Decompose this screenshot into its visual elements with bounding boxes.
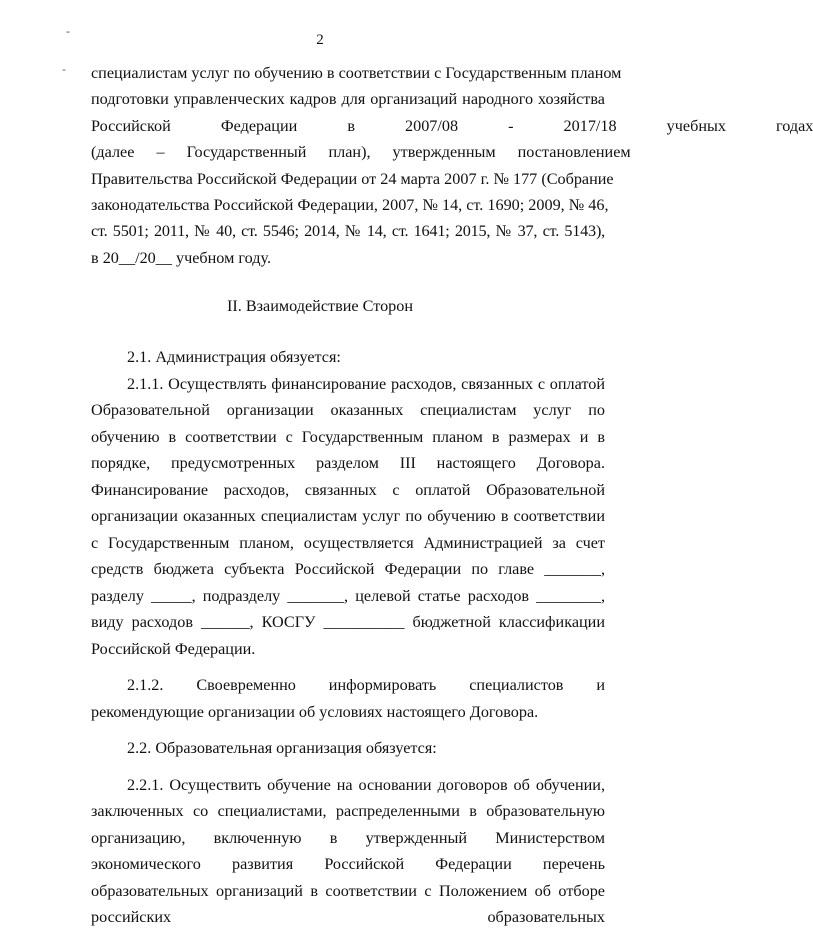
text-line: (далее – Государственный план), утвержденным постановлением bbox=[91, 143, 631, 162]
clause-2-2: 2.2. Образовательная организация обязуется: bbox=[127, 739, 437, 757]
section-heading: II. Взаимодействие Сторон bbox=[226, 297, 414, 315]
text-line: специалистам услуг по обучению в соответствии с Государственным планом bbox=[91, 64, 622, 82]
clause-2-1-2: 2.1.2. Своевременно информировать специалистов и рекомендующие организации об условиях настоящего Договора. bbox=[91, 676, 605, 721]
text-line: подготовки управленческих кадров для организаций народного хозяйства bbox=[91, 90, 605, 109]
margin-mark-side: - bbox=[62, 62, 66, 76]
clause-2-1-1: 2.1.1. Осуществлять финансирование расходов, связанных с оплатой Образовательной организации оказанных специалистам услуг по обучению в соответствии с Государственным планом в размерах и в порядке, предусмотренных разделом III настоящего Договора. Финансирование расходов, связанных с оплатой Образовательной организации оказанных специалистам услуг по обучению в соответствии с Государственным планом, осуществляется Администрацией за счет средств бюджета субъекта Российской Федерации по главе _______, разделу _____, подразделу _______, целевой статье расходов ________, виду расходов ______, КОСГУ __________ бюджетной классификации Российской Федерации. bbox=[91, 374, 605, 658]
text-line: ст. 5501; 2011, № 40, ст. 5546; 2014, № 14, ст. 1641; 2015, № 37, ст. 5143), bbox=[91, 222, 605, 241]
clause-2-2-1: 2.2.1. Осуществить обучение на основании договоров об обучении, заключенных со специалистами, распределенными в образовательную организацию, включенную в утвержденный Министерством экономического развития Российской Федерации перечень образовательных организаций в соответствии с Положением об отборе российских образовательных bbox=[91, 775, 605, 926]
text-line: в 20__/20__ учебном году. bbox=[91, 248, 271, 267]
margin-mark-top: - bbox=[66, 24, 70, 38]
section-body bbox=[91, 344, 605, 931]
page-number: 2 bbox=[316, 32, 324, 48]
text-line: законодательства Российской Федерации, 2007, № 14, ст. 1690; 2009, № 46, bbox=[91, 196, 609, 215]
text-line: Правительства Российской Федерации от 24 марта 2007 г. № 177 (Собрание bbox=[91, 169, 614, 188]
text-line: Российской Федерации в 2007/08 - 2017/18 учебных годах bbox=[91, 116, 813, 135]
clause-2-1: 2.1. Администрация обязуется: bbox=[127, 348, 341, 366]
paragraph-continuation bbox=[91, 60, 813, 271]
